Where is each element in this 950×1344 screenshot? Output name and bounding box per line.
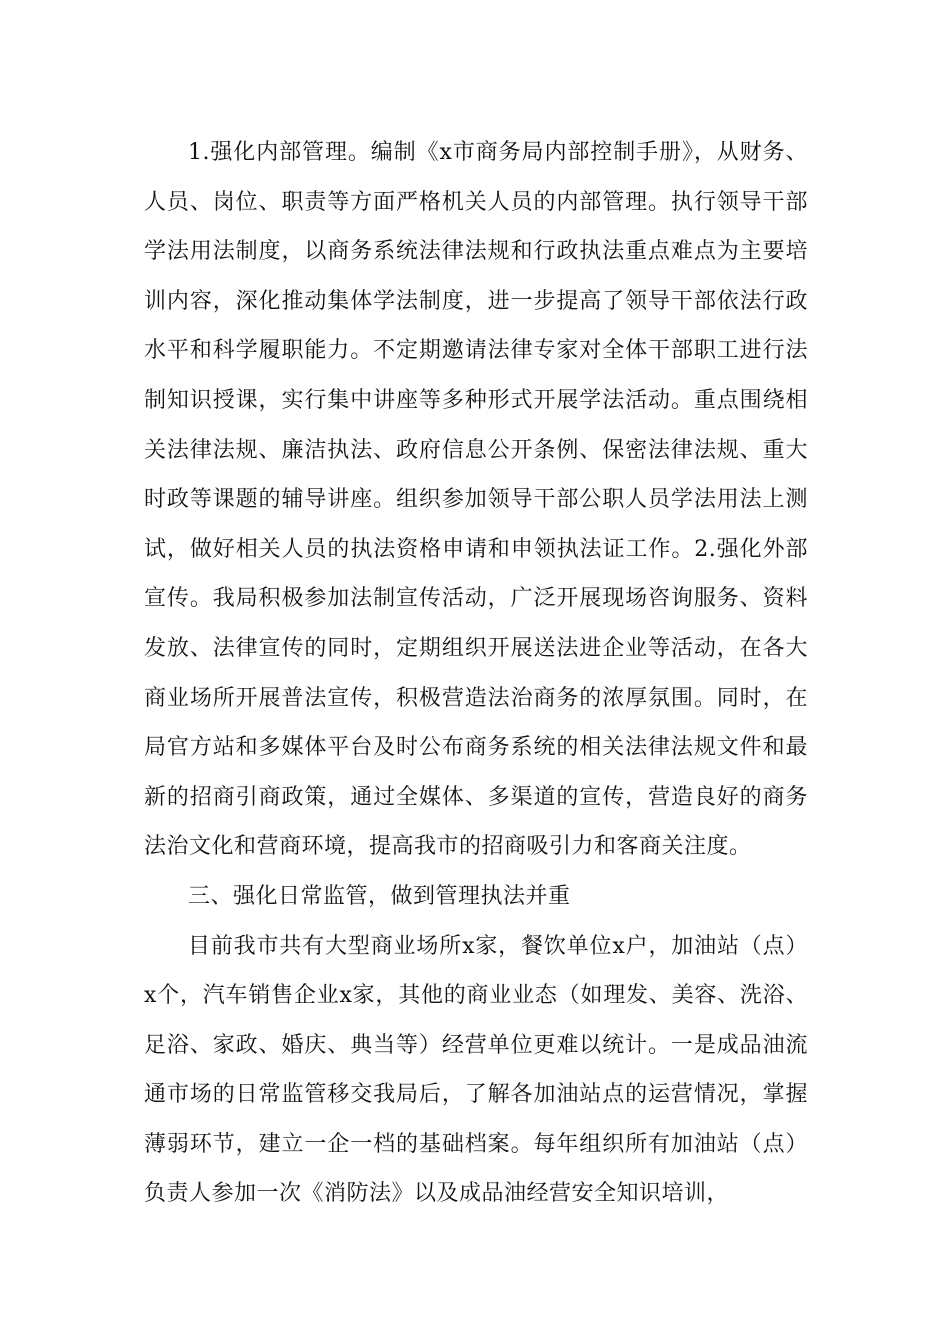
document-page <box>144 128 808 1219</box>
paragraph-internal-external-management: 1.强化内部管理。编制《x市商务局内部控制手册》，从财务、人员、岗位、职责等方面严格机关人员的内部管理。执行领导干部学法用法制度，以商务系统法律法规和行政执法重点难点为主要培训内容，深化推动集体学法制度，进一步提高了领导干部依法行政水平和科学履职能力。不定期邀请法律专家对全体干部职工进行法制知识授课，实行集中讲座等多种形式开展学法活动。重点围绕相关法律法规、廉洁执法、政府信息公开条例、保密法律法规、重大时政等课题的辅导讲座。组织参加领导干部公职人员学法用法上测试，做好相关人员的执法资格申请和申领执法证工作。2.强化外部宣传。我局积极参加法制宣传活动，广泛开展现场咨询服务、资料发放、法律宣传的同时，定期组织开展送法进企业等活动，在各大商业场所开展普法宣传，积极营造法治商务的浓厚氛围。同时，在局官方站和多媒体平台及时公布商务系统的相关法律法规文件和最新的招商引商政策，通过全媒体、多渠道的宣传，营造良好的商务法治文化和营商环境，提高我市的招商吸引力和客商关注度。 <box>144 140 808 860</box>
paragraph-daily-supervision: 目前我市共有大型商业场所x家，餐饮单位x户，加油站（点）x个，汽车销售企业x家，其他的商业业态（如理发、美容、洗浴、足浴、家政、婚庆、典当等）经营单位更难以统计。一是成品油流通市场的日常监管移交我局后，了解各加油站点的运营情况，掌握薄弱环节，建立一企一档的基础档案。每年组织所有加油站（点）负责人参加一次《消防法》以及成品油经营安全知识培训， <box>144 933 808 1207</box>
section-heading: 三、强化日常监管，做到管理执法并重 <box>188 883 571 909</box>
